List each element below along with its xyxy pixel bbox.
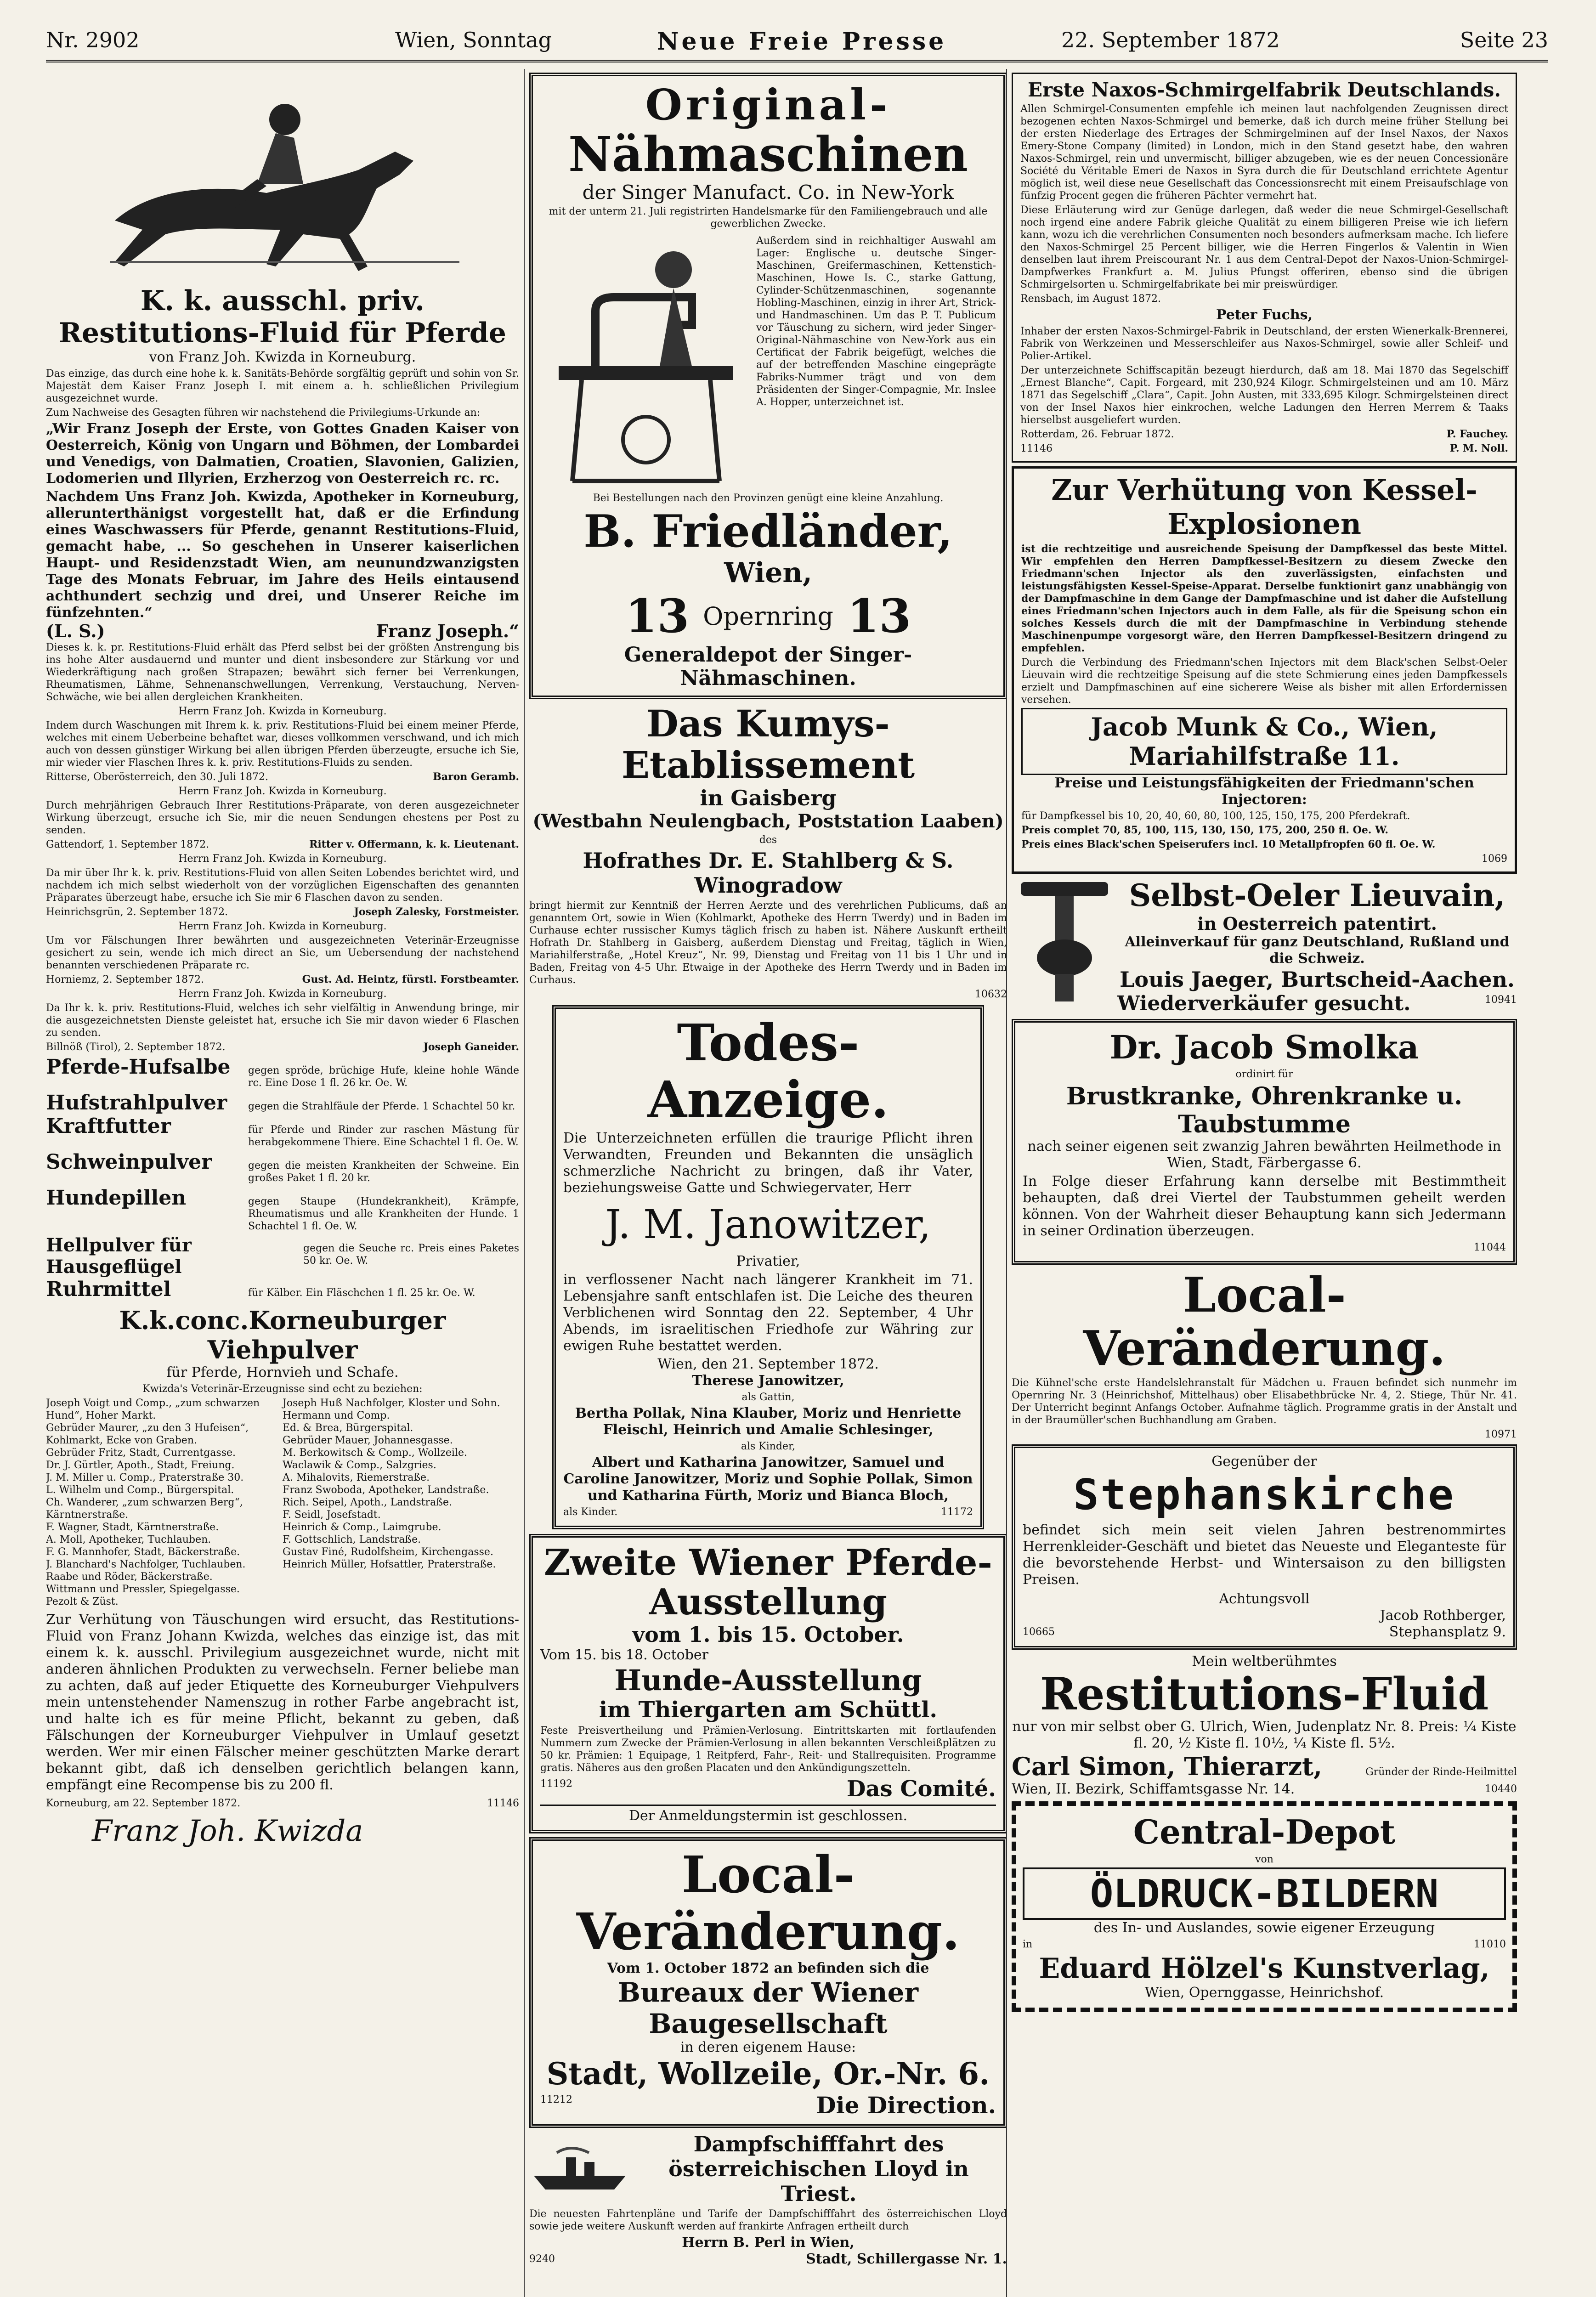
testimonial-to: Herrn Franz Joh. Kwizda in Korneuburg. [178, 706, 387, 717]
ad-emperor-signature: Franz Joseph.“ [376, 621, 519, 641]
depot-item: J. Blanchard's Nachfolger, Tuchlauben. [46, 1559, 246, 1570]
boiler-price-row: Preis complet 70, 85, 100, 115, 130, 150, 175, 200, 250 fl. Oe. W. [1021, 824, 1389, 836]
ad-maker: von Franz Joh. Kwizda in Korneuburg. [149, 349, 416, 365]
ad-privilege-body: Nachdem Uns Franz Joh. Kwizda, Apotheker in Korneuburg, allerunterthänigst vorgestellt hat, daß er die Erfindung eines Waschwassers für Pferde, genannt Restitutions-Fluid, gemacht habe, ... So geschehen in Unserer kaiserlichen Haupt- und Residenzstadt Wien, am neunundzwanzigsten Tage des Monats Februar, im Jahre des Heils eintausend achthundert sechzig und drei, und Unserer Reiche im fünfzehnten.“ [46, 489, 519, 621]
testimonial-place: Horniemz, 2. September 1872. [46, 974, 204, 985]
stephan-regards: Achtungsvoll [1219, 1591, 1310, 1607]
kuehnel-code: 10971 [1485, 1429, 1517, 1440]
ad-viehpulver-title: K.k.conc.Korneuburger Viehpulver [119, 1306, 446, 1364]
depot-item: Hermann und Comp. [283, 1410, 390, 1421]
testimonial [46, 853, 519, 918]
stephan-signature: Jacob Rothberger, [1380, 1607, 1506, 1624]
testimonial-signer: Joseph Zalesky, Forstmeister. [354, 906, 519, 918]
ad-privilege: „Wir Franz Joseph der Erste, von Gottes Gnaden Kaiser von Oesterreich, König von Ungarn und Böhmen, der Lombardei und Venedigs, von Dalmatien, Croatien, Slavonien, Galizien, Lodomerien und Illyrien, Erzherzog von Oesterreich rc. rc. [46, 421, 519, 487]
depot-item: Gebrüder Fritz, Stadt, Currentgasse. [46, 1447, 236, 1459]
product-name: Ruhrmittel [46, 1278, 171, 1301]
boiler-price-row: für Dampfkessel bis 10, 20, 40, 60, 80, 100, 125, 150, 175, 200 Pferdekraft. [1021, 810, 1410, 822]
ad-kumys-sub: (Westbahn Neulengbach, Poststation Laaben) [532, 810, 1004, 832]
ad-stephanskirche [1012, 1444, 1517, 1650]
product-item [46, 1186, 519, 1234]
depot-item: Franz Swoboda, Apotheker, Landstraße. [283, 1484, 489, 1496]
depot-item: A. Mihalovits, Riemerstraße. [283, 1472, 430, 1483]
lieuvain-firm: Louis Jaeger, Burtscheid-Aachen. [1120, 967, 1515, 992]
simon-code: 10440 [1485, 1783, 1517, 1795]
dog-show-location: im Thiergarten am Schüttl. [599, 1697, 938, 1723]
exhibition-code: 11192 [540, 1778, 572, 1790]
issue-date: 22. September 1872 [1061, 28, 1280, 52]
ad-note: Bei Bestellungen nach den Provinzen genügt eine kleine Anzahlung. [593, 492, 944, 504]
simon-pre: Mein weltberühmtes [1192, 1653, 1337, 1669]
depot-item: Ch. Wanderer, „zum schwarzen Berg“, Kärntnerstraße. [46, 1497, 243, 1521]
ad-firm: B. Friedländer, [583, 505, 953, 557]
naxos-signature: Peter Fuchs, [1216, 307, 1313, 323]
testimonial-text: Um vor Fälschungen Ihrer bewährten und ausgezeichneten Veterinär-Erzeugnisse gesichert zu sein, wende ich mich direct an Sie, um Uebersendung der nachstehend benannten verschiedenen Präparate rc. [46, 935, 519, 971]
ad-restitutions-fluid-title: K. k. ausschl. priv. Restitutions-Fluid für Pferde [59, 285, 506, 349]
product-desc: gegen spröde, brüchige Hufe, kleine hohle Wände rc. Eine Dose 1 fl. 26 kr. Oe. W. [248, 1065, 519, 1089]
depot-item: F. G. Mannhofer, Stadt, Bäckerstraße. [46, 1546, 240, 1558]
ad-text: Außerdem sind in reichhaltiger Auswahl am Lager: Englische u. deutsche Singer-Maschinen, Greifermaschinen, Kettenstich-Maschinen, Howe Is. C., starke Gattung, Cylinder-Schützenmaschinen, sogenannte Hobling-Maschinen, einzig in ihrer Art, Strick- und Handmaschinen. Um das P. T. Publicum vor Täuschung zu sichern, wird jeder Singer-Original-Nähmaschine von New-York aus ein Certificat der Fabrik beigefügt, welches die auf der betreffenden Maschine eingeprägte Fabriks-Nummer trägt und von dem Präsidenten der Singer-Compagnie, Mr. Inslee A. Hopper, unterzeichnet ist. [756, 235, 996, 408]
ad-subtitle: der Singer Manufact. Co. in New-York [582, 181, 954, 204]
local-change-firm: Bureaux der Wiener Baugesellschaft [617, 1977, 919, 2039]
deceased-name: J. M. Janowitzer, [605, 1202, 931, 1248]
ad-address-number-right: 13 [847, 589, 911, 643]
hoelzel-sub: des In- und Auslandes, sowie eigener Erzeugung [1093, 1920, 1435, 1936]
boiler-firm: Jacob Munk & Co., Wien, Mariahilfstraße 11. [1021, 708, 1507, 775]
steamship-icon [529, 2144, 630, 2194]
simon-text: nur von mir selbst ober G. Ulrich, Wien, Judenplatz Nr. 8. Preis: ¼ Kiste fl. 20, ½ Kiste fl. 10½, ¼ Kiste fl. 5½. [1012, 1719, 1517, 1751]
local-change-signature: Die Direction. [816, 2092, 996, 2119]
depot-item: Wittmann und Pressler, Spiegelgasse. [46, 1584, 240, 1595]
depot-item: A. Moll, Apotheker, Tuchlauben. [46, 1534, 211, 1545]
lloyd-firm: Herrn B. Perl in Wien, [682, 2235, 855, 2251]
naxos-code: 11146 [1020, 443, 1053, 454]
stephan-text: befindet sich mein seit vielen Jahren bestrenommirtes Herrenkleider-Geschäft und bietet das Neueste und Eleganteste für die bevorstehende Herbst- und Wintersaison zu den billigsten Preisen. [1023, 1522, 1506, 1588]
simon-firm: Carl Simon, Thierarzt, [1012, 1752, 1322, 1781]
depot-item: Heinrich Müller, Hofsattler, Praterstraße. [283, 1559, 496, 1570]
product-item [46, 1115, 519, 1150]
issue-place: Wien, Sonntag [395, 28, 552, 52]
lieuvain-sub: in Oesterreich patentirt. [1197, 913, 1437, 934]
children-group-2: Albert und Katharina Janowitzer, Samuel und Caroline Janowitzer, Moriz und Sophie Pollak, Simon und Katharina Fürth, Moriz und Bianca Bloch, [563, 1454, 973, 1504]
ad-warning: Zur Verhütung von Täuschungen wird ersucht, das Restitutions-Fluid von Franz Johann Kwizda, welches das einzige ist, das mit einem k. k. ausschl. Privilegium ausgezeichnet wurde, nicht mit anderen ähnlichen Produkten zu verwechseln. Ferner beliebe man zu achten, daß auf jeder Etiquette des Korneuburger Viehpulvers mein untenstehender Namenszug in rother Farbe angebracht ist, und halte ich es für meine Pflicht, bekannt zu geben, daß Fälschungen der Korneuburger Viehpulver in Umlauf gesetzt werden. Wer mir einen Fälscher meiner geschützten Marke derart bekannt gibt, daß ich denselben gerichtlich belangen kann, empfängt eine Recompense bis zu 200 fl. [46, 1612, 519, 1793]
ad-seal: (L. S.) [46, 621, 105, 641]
ad-hoelzel [1012, 1801, 1517, 2012]
depot-item: Ed. & Brea, Bürgerspital. [283, 1422, 413, 1434]
product-item [46, 1278, 519, 1301]
depot-item: F. Wagner, Stadt, Kärntnerstraße. [46, 1522, 219, 1533]
depot-item: J. M. Miller u. Comp., Praterstraße 30. [46, 1472, 244, 1483]
page-number: Seite 23 [1460, 28, 1548, 52]
testimonial-signer: Gust. Ad. Heintz, fürstl. Forstbeamter. [302, 973, 519, 985]
testimonial-to: Herrn Franz Joh. Kwizda in Korneuburg. [178, 921, 387, 932]
product-name: Kraftfutter [46, 1115, 171, 1138]
ad-intro: Das einzige, das durch eine hohe k. k. Sanitäts-Behörde sorgfältig geprüft und sohin von Sr. Majestät dem Kaiser Franz Joseph I. mit einem a. h. schließlichen Privilegium ausgezeichnet wurde. [46, 368, 519, 404]
ad-kumys-text: bringt hiermit zur Kenntniß der Herren Aerzte und des verehrlichen Publicums, daß an genanntem Ort, sowie in Wien (Kohlmarkt, Apotheke des Herrn Twerdy) und in Baden im Curhause echter russischer Kumys täglich frisch zu haben ist. Nähere Auskunft ertheilt Hofrath Dr. Stahlberg in Gaisberg, außerdem Dienstag und Freitag, täglich in Wien, Mariahilferstraße, „Hotel Kreuz“, Nr. 99, Dienstag und Freitag von 11 bis 1 Uhr und in Baden, Freitag von 4-5 Uhr. Etwaige in der Apotheke des Herrn Twerdy und in Baden im Curhaus. [529, 900, 1007, 986]
children-group-2-role: als Kinder. [563, 1506, 618, 1518]
ad-body: Dieses k. k. pr. Restitutions-Fluid erhält das Pferd selbst bei der größten Anstrengung bis ins hohe Alter ausdauernd und munter und dient insbesondere zur Stärkung vor und Wiederkräftigung nach großen Strapazen; bewährt sich ferner bei Verrenkungen, Rheumatismen, Lähme, Sehnenanschwellungen, Verrenkung, Verstauchung, Nerven-Schwäche, wie bei allen dergleichen Krankheiten. [46, 642, 519, 703]
testimonial-place: Ritterse, Oberösterreich, den 30. Juli 1872. [46, 771, 269, 783]
testimonial-signer: Joseph Ganeider. [423, 1041, 519, 1053]
depot-item: Waclawik & Comp., Salzgries. [283, 1460, 436, 1471]
ad-lieuvain [1012, 877, 1517, 1015]
ad-kumys-des: des [759, 834, 777, 846]
ad-code: 11146 [487, 1798, 519, 1809]
naxos-title: Erste Naxos-Schmirgelfabrik Deutschlands. [1028, 79, 1501, 101]
ad-date-place: Korneuburg, am 22. September 1872. [46, 1798, 241, 1809]
testimonial [46, 988, 519, 1053]
naxos-final-signer: P. M. Noll. [1449, 442, 1508, 454]
testimonial-to: Herrn Franz Joh. Kwizda in Korneuburg. [178, 786, 387, 797]
lloyd-address: Stadt, Schillergasse Nr. 1. [806, 2251, 1007, 2267]
ad-simon-restitutions-fluid [1012, 1653, 1517, 1798]
product-name: Hufstrahlpulver [46, 1091, 227, 1115]
depot-item: F. Seidl, Josefstadt. [283, 1509, 381, 1521]
column-middle [524, 69, 1007, 2297]
masthead: Neue Freie Presse [657, 28, 947, 56]
lieuvain-text: Alleinverkauf für ganz Deutschland, Rußland und die Schweiz. [1125, 934, 1510, 967]
local-change-title: Local-Veränderung. [576, 1845, 960, 1961]
depot-item: Joseph Huß Nachfolger, Kloster und Sohn. [283, 1397, 500, 1409]
smolka-role: ordinirt für [1235, 1069, 1293, 1080]
ad-singer-sewing-machines [529, 73, 1007, 699]
product-desc: für Pferde und Rinder zur raschen Mästung für herabgekommene Thiere. Eine Schachtel 1 fl. Oe. W. [248, 1124, 519, 1148]
naxos-text2: Diese Erläuterung wird zur Genüge darlegen, daß weder die neue Schmirgel-Gesellschaft noch irgend eine andere Fabrik gleiche Qualität zu einem billigeren Preise wie ich liefern kann, wozu ich die verehrlichen Consumenten noch besonders aufmerksam mache. Ich liefere den Naxos-Schmirgel 25 Percent billiger, wie die Herren Fingerlos & Valentin in Wien denselben laut ihrem Preiscourant Nr. 1 aus dem Central-Depot der Naxos-Union-Schmirgel-Dampfwerkes Frankfurt a. M. Julius Pfungst offeriren, ebenso sind die übrigen Schmirgelsorten u. Schmirgelfabrikate bei mir preiswürdiger. [1020, 204, 1508, 290]
depots-table [46, 1397, 519, 1608]
ad-address-number-left: 13 [625, 589, 690, 643]
ad-local-change-baugesellschaft [529, 1837, 1007, 2128]
ad-death-notice [552, 1005, 984, 1529]
lloyd-text: Die neuesten Fahrtenpläne und Tarife der Dampfschifffahrt des österreichischen Lloyd sowie jede weitere Auskunft werden auf frankirte Anfragen ertheilt durch [529, 2208, 1007, 2232]
depot-item: Joseph Voigt und Comp., „zum schwarzen Hund“, Hoher Markt. [46, 1397, 260, 1421]
depot-item: Raabe und Röder, Bäckerstraße. [46, 1571, 213, 1583]
depot-item: Gebrüder Maurer, „zu den 3 Hufeisen“, Kohlmarkt, Ecke von Graben. [46, 1422, 249, 1446]
testimonial-text: Da mir über Ihr k. k. priv. Restitutions-Fluid von allen Seiten Lobendes berichtet wird, und nachdem ich mich selbst wiederholt von der vorzüglichen Eigenschaften des genannten Präparates überzeugt habe, ersuche ich Sie mir 6 Flaschen davon zu senden. [46, 867, 519, 904]
product-name: Hundepillen [46, 1186, 187, 1210]
exhibition-text: Feste Preisvertheilung und Prämien-Verlosung. Eintrittskarten mit fortlaufenden Nummern zum Zwecke der Prämien-Verlosung in allen bekannten Verschleißplätzen zu 50 kr. Prämien: 1 Equipage, 1 Reitpferd, Fahr-, Reit- und Stallrequisiten. Programme gratis. Näheres aus den großen Placaten und den Ankündigungszetteln. [540, 1725, 996, 1774]
boiler-text2: Durch die Verbindung des Friedmann'schen Injectors mit dem Black'schen Selbst-Oeler Lieuvain wird die rechtzeitige Speisung auf die stete Schmierung eines jeden Dampfkessels erzielt und Dampfmaschinen auf eine sicherere Weise als bisher mit allen Erfordernissen versehen. [1021, 657, 1507, 706]
stephan-title: Stephanskirche [1073, 1470, 1455, 1519]
depots-lead: Kwizda's Veterinär-Erzeugnisse sind echt zu beziehen: [142, 1383, 423, 1395]
product-item [46, 1091, 519, 1115]
testimonial-place: Billnöß (Tirol), 2. September 1872. [46, 1041, 226, 1053]
testimonial [46, 785, 519, 851]
hoelzel-von: von [1255, 1854, 1273, 1865]
product-item [46, 1055, 519, 1091]
smolka-specialty: Brustkranke, Ohrenkranke u. Taubstumme [1066, 1082, 1463, 1138]
depot-item: Gebrüder Mauer, Johannesgasse. [283, 1435, 453, 1446]
ad-city: Wien, [724, 557, 812, 589]
ad-title-naehmaschinen: Nähmaschinen [568, 126, 968, 182]
ad-boiler-explosions [1012, 466, 1517, 874]
boiler-price-row: Preis eines Black'schen Speiserufers incl. 10 Metallpfropfen 60 fl. Oe. W. [1021, 838, 1436, 850]
depot-item: Rich. Seipel, Apoth., Landstraße. [283, 1497, 452, 1508]
depot-item: F. Gottschlich, Landstraße. [283, 1534, 421, 1545]
depot-item: Heinrich & Comp., Laimgrube. [283, 1522, 441, 1533]
local-change-address: Stadt, Wollzeile, Or.-Nr. 6. [546, 2056, 990, 2092]
ad-kumys-title: Das Kumys-Etablissement [621, 702, 915, 786]
widow-role: als Gattin, [741, 1392, 795, 1403]
lieuvain-title: Selbst-Oeler Lieuvain, [1129, 877, 1505, 913]
death-notice-title: Todes-Anzeige. [647, 1013, 889, 1129]
testimonial-to: Herrn Franz Joh. Kwizda in Korneuburg. [178, 853, 387, 865]
smolka-text: nach seiner eigenen seit zwanzig Jahren bewährten Heilmethode in Wien, Stadt, Färbergasse 6. [1027, 1138, 1501, 1171]
hoelzel-code: 11010 [1474, 1939, 1506, 1950]
depot-item: L. Wilhelm und Comp., Bürgerspital. [46, 1484, 234, 1496]
sewing-machine-illustration [540, 233, 752, 490]
product-list [46, 1055, 519, 1301]
ad-viehpulver-sub: für Pferde, Hornvieh und Schafe. [166, 1364, 399, 1380]
product-name: Hellpulver für Hausgeflügel [46, 1234, 192, 1278]
horse-rider-illustration [46, 69, 519, 285]
simon-address: Wien, II. Bezirk, Schiffamtsgasse Nr. 14. [1012, 1781, 1295, 1797]
local-change-code: 11212 [540, 2094, 572, 2105]
naxos-certificate-signer: P. Fauchey. [1446, 428, 1508, 440]
product-desc: gegen die meisten Krankheiten der Schweine. Ein großes Paket 1 fl. 20 kr. [248, 1160, 519, 1184]
ad-title-original: Original- [645, 80, 891, 130]
product-name: Pferde-Hufsalbe [46, 1055, 231, 1079]
smolka-text2: In Folge dieser Erfahrung kann derselbe mit Bestimmtheit behaupten, daß drei Viertel der Taubstummen geheilt werden können. Von der Wahrheit dieser Behauptung kann sich Jedermann in seiner Ordination überzeugen. [1023, 1173, 1506, 1239]
ad-smolka [1012, 1019, 1517, 1265]
exhibition-note: Der Anmeldungstermin ist geschlossen. [540, 1805, 996, 1824]
naxos-text: Allen Schmirgel-Consumenten empfehle ich meinen laut nachfolgenden Zeugnissen direct bezogenen echten Naxos-Schmirgel und bemerke, daß ich durch meine früher Stellung bei der ersten Niederlage des Ertrages der Schmirgelminen auf der Insel Naxos, der Naxos Emery-Stone Company (limited) in London, mich in den Stand gesetzt habe, den wahren Naxos-Schmirgel, rein und unvermischt, billiger abzugeben, wie es der neuen Concessionäre Société du Véritable Emeri de Naxos in Syra durch die für Deutschland errichtete Agentur möglich ist, weil diese neue Gesellschaft das Concessionsrecht mit einem Preisaufschlage von fünfzig Procent gegen die früheren Pächter vermehrt hat. [1020, 103, 1508, 202]
hoelzel-address: Wien, Opernggasse, Heinrichshof. [1144, 1985, 1384, 2001]
kuehnel-title: Local-Veränderung. [1083, 1267, 1446, 1376]
depots-left [46, 1397, 283, 1608]
death-notice-date: Wien, den 21. September 1872. [657, 1356, 879, 1372]
naxos-certificate-date: Rotterdam, 26. Februar 1872. [1020, 429, 1174, 440]
deceased-role: Privatier, [736, 1253, 800, 1269]
ad-address-street: Opernring [703, 601, 833, 631]
hoelzel-firm: Eduard Hölzel's Kunstverlag, [1039, 1952, 1490, 1985]
stephan-address: Stephansplatz 9. [1389, 1624, 1506, 1640]
death-notice-text: Die Unterzeichneten erfüllen die traurige Pflicht ihren Verwandten, Freunden und Bekannten die unsäglich schmerzliche Nachricht zu bringen, daß ihr Vater, beziehungsweise Gatte und Schwiegervater, Herr [563, 1130, 973, 1196]
ad-kumys [529, 703, 1007, 1001]
testimonial-place: Gattendorf, 1. September 1872. [46, 839, 209, 850]
depot-item: Dr. J. Gürtler, Apoth., Stadt, Freiung. [46, 1460, 235, 1471]
ad-kuehnel-local-change [1012, 1268, 1517, 1441]
hoelzel-title: Central-Depot [1133, 1812, 1396, 1851]
naxos-signature-role: Inhaber der ersten Naxos-Schmirgel-Fabrik in Deutschland, der ersten Wienerkalk-Brennerei, Fabrik von Werkzeinen und Messerschleifer aus Naxos-Schmirgel, sowie aller Schleif- und Polier-Artikel. [1020, 326, 1508, 362]
ad-horse-exhibition [529, 1534, 1007, 1833]
ad-lead: mit der unterm 21. Juli registrirten Handelsmarke für den Familiengebrauch und alle gewerblichen Zwecke. [549, 206, 988, 230]
lloyd-code: 9240 [529, 2253, 555, 2265]
product-desc: gegen die Strahlfäule der Pferde. 1 Schachtel 50 kr. [248, 1101, 515, 1112]
product-item [46, 1150, 519, 1186]
issue-number: Nr. 2902 [46, 28, 140, 52]
oiler-valve-illustration [1012, 877, 1117, 1006]
death-notice-code: 11172 [941, 1506, 973, 1518]
boiler-code: 1069 [1482, 853, 1507, 865]
local-change-mid: in deren eigenem Hause: [680, 2039, 856, 2055]
testimonial [46, 705, 519, 783]
depot-item: M. Berkowitsch & Comp., Wollzeile. [283, 1447, 467, 1459]
column-right [1006, 69, 1517, 2297]
lloyd-title: Dampfschifffahrt des österreichischen Lloyd in Triest. [668, 2132, 969, 2206]
exhibition-committee: Das Comité. [846, 1776, 996, 1802]
smolka-code: 11044 [1474, 1242, 1506, 1253]
ad-kumys-place: in Gaisberg [700, 786, 837, 810]
naxos-certificate: Der unterzeichnete Schiffscapitän bezeugt hierdurch, daß am 18. Mai 1870 das Segelschiff „Ernest Blanche“, Capit. Forgeard, mit 230,924 Kilogr. Schmirgelsteinen und am 10. März 1871 das Segelschiff „Clara“, Capit. John Austen, mit 333,695 Kilogr. Schmirgelsteinen direct von der Insel Naxos hier einkrochen, welche Ladungen den Herren Merrem & Taaks hierselbst ausgeliefert wurden. [1020, 365, 1508, 426]
testimonial-text: Durch mehrjährigen Gebrauch Ihrer Restitutions-Präparate, von deren ausgezeichneter Wirkung überzeugt, ersuche ich Sie, mir die neuen Sendungen ehestens per Post zu senden. [46, 800, 519, 836]
testimonial [46, 920, 519, 986]
exhibition-date: vom 1. bis 15. October. [632, 1622, 904, 1647]
column-left [46, 69, 519, 2297]
simon-title: Restitutions-Fluid [1040, 1668, 1489, 1720]
death-notice-text2: in verflossener Nacht nach längerer Krankheit im 71. Lebensjahre sanft entschlafen ist. Die Leiche des theuren Verblichenen wird Sonntag den 22. September, 4 Uhr Abends, im israelitischen Friedhofe zur Währing zur ewigen Ruhe bestattet werden. [563, 1272, 973, 1354]
product-desc: gegen die Seuche rc. Preis eines Paketes 50 kr. Oe. W. [303, 1243, 519, 1267]
testimonial-text: Da Ihr k. k. priv. Restitutions-Fluid, welches ich sehr vielfältig in Anwendung bringe, mir die ausgezeichnetsten Dienste geleistet hat, ersuche ich Sie mir davon wieder 6 Flaschen zu senden. [46, 1002, 519, 1039]
testimonial-place: Heinrichsgrün, 2. September 1872. [46, 906, 228, 918]
simon-firm-role: Gründer der Rinde-Heilmittel [1365, 1766, 1517, 1778]
lieuvain-code: 10941 [1485, 994, 1517, 1006]
ad-privilege-lead: Zum Nachweise des Gesagten führen wir nachstehend die Privilegiums-Urkunde an: [46, 407, 481, 419]
product-desc: für Kälber. Ein Fläschchen 1 fl. 25 kr. Oe. W. [248, 1287, 475, 1299]
exhibition-title: Zweite Wiener Pferde-Ausstellung [544, 1542, 992, 1623]
smolka-title: Dr. Jacob Smolka [1109, 1028, 1419, 1066]
depot-item: Gustav Finé, Rudolfsheim, Kirchengasse. [283, 1546, 493, 1558]
ad-depot: Generaldepot der Singer-Nähmaschinen. [624, 643, 912, 690]
ad-naxos-emery [1012, 73, 1517, 463]
local-change-text: Vom 1. October 1872 an befinden sich die [607, 1960, 929, 1976]
boiler-title: Zur Verhütung von Kessel-Explosionen [1051, 473, 1477, 541]
widow-name: Therese Janowitzer, [692, 1373, 844, 1389]
kuehnel-text: Die Kühnel'sche erste Handelslehranstalt für Mädchen u. Frauen befindet sich nunmehr im Opernring Nr. 3 (Heinrichshof, Mittelhaus) ober Elisabethbrücke Nr. 4, 2. Stiege, Thür Nr. 41. Der Unterricht beginnt Anfangs October. Aufnahme täglich. Programme gratis in der Anstalt und in der Braumüller'schen Buchhandlung am Graben. [1012, 1377, 1517, 1426]
testimonial-signer: Ritter v. Offermann, k. k. Lieutenant. [309, 838, 519, 850]
children-group-1: Bertha Pollak, Nina Klauber, Moriz und Henriette Fleischl, Heinrich und Amalie Schlesinger, [575, 1405, 962, 1438]
hoelzel-main: ÖLDRUCK-BILDERN [1023, 1867, 1506, 1920]
testimonial-signer: Baron Geramb. [433, 771, 519, 783]
hoelzel-in: in [1023, 1939, 1033, 1950]
ad-kumys-owner: Hofrathes Dr. E. Stahlberg & S. Winogradow [583, 848, 954, 898]
ad-lloyd [529, 2132, 1007, 2268]
testimonial-list [46, 705, 519, 1053]
product-desc: gegen Staupe (Hundekrankheit), Krämpfe, Rheumatismus und alle Krankheiten der Hunde. 1 Schachtel 1 fl. Oe. W. [248, 1196, 519, 1232]
testimonial-text: Indem durch Waschungen mit Ihrem k. k. priv. Restitutions-Fluid bei einem meiner Pferde, welches mit einem Ueberbeine behaftet war, dieses vollkommen verschwand, und ich mich auch von dessen günstiger Wirkung bei allen übrigen Pferden überzeugte, ersuche ich Sie, mir wieder vier Flaschen Ihres k. k. priv. Restitutions-Fluids zu senden. [46, 720, 519, 769]
depots-right [283, 1397, 519, 1608]
ad-kumys-code: 10632 [975, 989, 1007, 1000]
product-item [46, 1234, 519, 1278]
dog-show-pre: Vom 15. bis 18. October [540, 1647, 708, 1663]
testimonial-to: Herrn Franz Joh. Kwizda in Korneuburg. [178, 988, 387, 1000]
product-name: Schweinpulver [46, 1150, 212, 1174]
children-group-1-role: als Kinder, [741, 1441, 796, 1452]
naxos-date: Rensbach, im August 1872. [1020, 293, 1161, 305]
boiler-price-head: Preise und Leistungsfähigkeiten der Friedmann'schen Injectoren: [1054, 775, 1474, 808]
stephan-code: 10665 [1023, 1626, 1055, 1638]
kwizda-signature: Franz Joh. Kwizda [92, 1814, 363, 1848]
stephan-pre: Gegenüber der [1211, 1454, 1317, 1470]
lieuvain-note: Wiederverkäufer gesucht. [1117, 992, 1411, 1015]
dog-show-title: Hunde-Ausstellung [614, 1663, 922, 1697]
depot-item: Pezolt & Züst. [46, 1596, 119, 1607]
boiler-text: ist die rechtzeitige und ausreichende Speisung der Dampfkessel das beste Mittel. Wir empfehlen den Herren Dampfkessel-Besitzern zu diesem Zwecke den Friedmann'schen Injector als den zuverlässigsten, einfachsten und leistungsfähigsten Kessel-Speise-Apparat. Derselbe funktionirt ganz unabhängig von der Dampfmaschine in dem Gange der Dampfmaschine und ist daher die Aufstellung eines Friedmann'schen Injectors auch in dem Falle, als für die Speisung schon ein solches Kessels durch die mit der Dampfmaschine in Verbindung stehende Maschinenpumpe vorgesorgt wäre, den Herren Dampfkessel-Besitzern dringend zu empfehlen. [1021, 543, 1507, 654]
page-header [46, 18, 1548, 62]
